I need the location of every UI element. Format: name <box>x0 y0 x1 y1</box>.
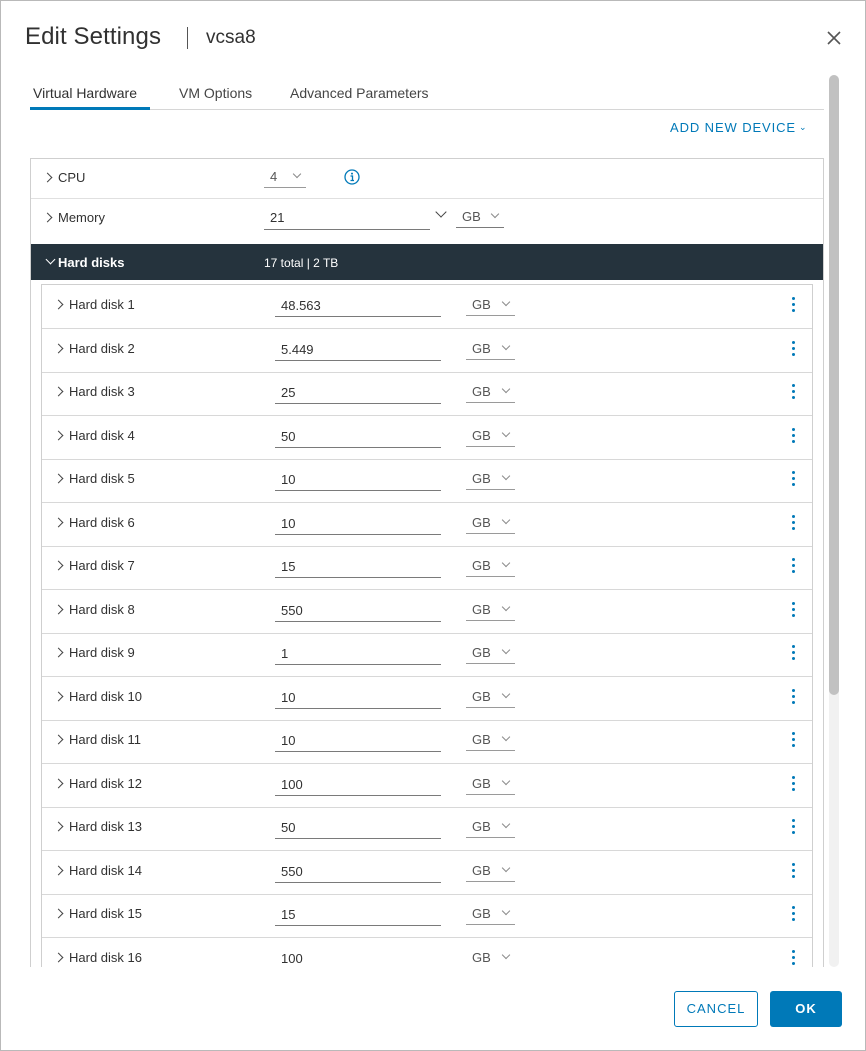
hard-disk-row <box>42 372 812 416</box>
hard-disk-size: 15 <box>281 559 296 574</box>
chevron-down-icon <box>502 298 510 306</box>
more-actions-icon[interactable] <box>790 950 796 967</box>
hard-disk-unit-select[interactable] <box>466 338 515 360</box>
hard-disk-size-input[interactable] <box>275 641 441 665</box>
hard-disk-unit: GB <box>472 341 491 356</box>
cpu-label: CPU <box>58 170 86 185</box>
hard-disk-size-input[interactable] <box>275 293 441 317</box>
hard-disk-unit: GB <box>472 471 491 486</box>
hard-disk-size: 100 <box>281 777 303 792</box>
chevron-down-icon <box>502 951 510 959</box>
chevron-down-icon <box>502 690 510 698</box>
hard-disk-unit: GB <box>472 384 491 399</box>
dialog-title: Edit Settings <box>25 23 162 50</box>
hard-disk-row <box>42 633 812 677</box>
chevron-right-icon[interactable] <box>54 561 64 571</box>
chevron-down-icon <box>502 777 510 785</box>
tab-vm-options[interactable]: VM Options <box>179 85 253 101</box>
hard-disk-unit-select[interactable] <box>466 860 515 882</box>
hard-disk-size: 25 <box>281 385 296 400</box>
hard-disk-list <box>41 284 813 967</box>
hard-disk-size: 50 <box>281 820 296 835</box>
hard-disk-size-input[interactable] <box>275 728 441 752</box>
hard-disk-size-input[interactable] <box>275 859 441 883</box>
hard-disk-size: 10 <box>281 690 296 705</box>
chevron-down-icon <box>502 342 510 350</box>
hardware-list <box>30 158 824 967</box>
more-actions-icon[interactable] <box>790 819 796 837</box>
chevron-right-icon[interactable] <box>54 909 64 919</box>
chevron-down-icon <box>502 820 510 828</box>
info-icon[interactable] <box>344 169 360 185</box>
hard-disk-unit-select[interactable] <box>466 294 515 316</box>
chevron-right-icon[interactable] <box>54 605 64 615</box>
hard-disk-row <box>42 677 812 721</box>
memory-unit-select[interactable] <box>456 206 504 228</box>
hard-disk-label: Hard disk 6 <box>69 515 135 530</box>
hard-disk-label: Hard disk 1 <box>69 297 135 312</box>
more-actions-icon[interactable] <box>790 863 796 881</box>
chevron-right-icon[interactable] <box>54 735 64 745</box>
hard-disk-unit: GB <box>472 689 491 704</box>
hard-disk-unit: GB <box>472 602 491 617</box>
memory-label: Memory <box>58 210 105 225</box>
hard-disks-label: Hard disks <box>58 255 125 270</box>
hard-disk-unit: GB <box>472 558 491 573</box>
more-actions-icon[interactable] <box>790 689 796 707</box>
more-actions-icon[interactable] <box>790 906 796 924</box>
hard-disk-unit-select[interactable] <box>466 468 515 490</box>
hard-disk-unit: GB <box>472 515 491 530</box>
hard-disk-size-input[interactable] <box>275 424 441 448</box>
hard-disk-label: Hard disk 15 <box>69 906 142 921</box>
hard-disk-unit: GB <box>472 863 491 878</box>
chevron-right-icon[interactable] <box>54 866 64 876</box>
hard-disk-size-input[interactable] <box>275 946 441 967</box>
hard-disk-size-input[interactable] <box>275 685 441 709</box>
hard-disks-summary: 17 total | 2 TB <box>264 256 339 270</box>
chevron-right-icon[interactable] <box>54 692 64 702</box>
hard-disk-unit-select[interactable] <box>466 729 515 751</box>
hard-disk-unit-select[interactable] <box>466 555 515 577</box>
hard-disk-unit: GB <box>472 776 491 791</box>
ok-button[interactable]: OK <box>770 991 842 1027</box>
hard-disk-unit-select[interactable] <box>466 425 515 447</box>
chevron-down-icon <box>502 472 510 480</box>
hard-disk-row <box>42 764 812 808</box>
hard-disk-size-input[interactable] <box>275 772 441 796</box>
hard-disk-size-input[interactable] <box>275 902 441 926</box>
chevron-down-icon <box>293 170 301 178</box>
hard-disk-row <box>42 590 812 634</box>
hard-disk-size: 550 <box>281 864 303 879</box>
tab-bar <box>30 85 824 110</box>
hard-disk-unit-select[interactable] <box>466 642 515 664</box>
vertical-scrollbar[interactable] <box>829 75 839 967</box>
hard-disk-unit: GB <box>472 906 491 921</box>
chevron-right-icon[interactable] <box>54 431 64 441</box>
more-actions-icon[interactable] <box>790 645 796 663</box>
hard-disk-size: 550 <box>281 603 303 618</box>
chevron-down-icon <box>502 733 510 741</box>
chevron-right-icon[interactable] <box>54 474 64 484</box>
chevron-down-icon <box>502 864 510 872</box>
hard-disk-unit: GB <box>472 428 491 443</box>
hard-disk-label: Hard disk 2 <box>69 341 135 356</box>
hard-disk-size-input[interactable] <box>275 815 441 839</box>
memory-input[interactable] <box>264 206 430 230</box>
hard-disk-label: Hard disk 8 <box>69 602 135 617</box>
hard-disk-row <box>42 503 812 547</box>
scrollbar-thumb[interactable] <box>829 75 839 695</box>
cpu-row <box>31 159 823 199</box>
chevron-down-icon <box>502 559 510 567</box>
hard-disk-size: 10 <box>281 516 296 531</box>
hard-disk-label: Hard disk 12 <box>69 776 142 791</box>
hard-disk-size: 10 <box>281 733 296 748</box>
hard-disk-size-input[interactable] <box>275 554 441 578</box>
hard-disks-header[interactable] <box>31 244 823 280</box>
hard-disk-row <box>42 459 812 503</box>
hard-disk-row <box>42 894 812 938</box>
chevron-down-icon[interactable] <box>46 255 56 265</box>
hard-disk-label: Hard disk 16 <box>69 950 142 965</box>
chevron-down-icon <box>502 429 510 437</box>
add-new-device-label: ADD NEW DEVICE <box>670 120 797 135</box>
more-actions-icon[interactable] <box>790 776 796 794</box>
hard-disk-unit-select[interactable] <box>466 381 515 403</box>
hard-disk-unit: GB <box>472 645 491 660</box>
hard-disk-size-input[interactable] <box>275 467 441 491</box>
hard-disk-unit-select[interactable] <box>466 947 515 967</box>
chevron-right-icon[interactable] <box>54 300 64 310</box>
chevron-right-icon[interactable] <box>54 648 64 658</box>
chevron-down-icon <box>502 603 510 611</box>
hard-disk-row <box>42 720 812 764</box>
hard-disk-size: 10 <box>281 472 296 487</box>
hard-disk-unit-select[interactable] <box>466 686 515 708</box>
hard-disk-label: Hard disk 14 <box>69 863 142 878</box>
chevron-right-icon[interactable] <box>43 173 53 183</box>
more-actions-icon[interactable] <box>790 602 796 620</box>
close-icon[interactable] <box>824 28 844 48</box>
hard-disk-unit-select[interactable] <box>466 512 515 534</box>
hard-disk-unit: GB <box>472 950 491 965</box>
hard-disk-row <box>42 285 812 329</box>
cpu-select[interactable] <box>264 166 306 188</box>
chevron-down-icon: ⌄ <box>799 122 808 132</box>
hard-disk-unit-select[interactable] <box>466 903 515 925</box>
chevron-right-icon[interactable] <box>43 213 53 223</box>
chevron-down-icon <box>502 907 510 915</box>
chevron-right-icon[interactable] <box>54 822 64 832</box>
hard-disk-size-input[interactable] <box>275 598 441 622</box>
hard-disk-size: 100 <box>281 951 303 966</box>
more-actions-icon[interactable] <box>790 297 796 315</box>
memory-unit: GB <box>462 209 481 224</box>
hard-disk-row <box>42 938 812 967</box>
hard-disk-row <box>42 416 812 460</box>
hard-disk-label: Hard disk 13 <box>69 819 142 834</box>
chevron-right-icon[interactable] <box>54 344 64 354</box>
chevron-down-icon <box>502 646 510 654</box>
hard-disk-row <box>42 329 812 373</box>
hard-disk-unit: GB <box>472 297 491 312</box>
title-separator <box>187 27 188 49</box>
more-actions-icon[interactable] <box>790 515 796 533</box>
hard-disk-size: 1 <box>281 646 289 661</box>
more-actions-icon[interactable] <box>790 732 796 750</box>
chevron-down-icon <box>502 516 510 524</box>
chevron-down-icon <box>491 210 499 218</box>
hard-disk-size-input[interactable] <box>275 511 441 535</box>
hard-disk-row <box>42 807 812 851</box>
hard-disk-size: 5.449 <box>281 342 314 357</box>
more-actions-icon[interactable] <box>790 471 796 489</box>
cancel-button[interactable]: CANCEL <box>674 991 758 1027</box>
hard-disk-unit-select[interactable] <box>466 773 515 795</box>
memory-row <box>31 199 823 244</box>
hard-disk-label: Hard disk 7 <box>69 558 135 573</box>
memory-value: 21 <box>270 210 285 225</box>
hard-disk-unit-select[interactable] <box>466 599 515 621</box>
more-actions-icon[interactable] <box>790 428 796 446</box>
chevron-down-icon[interactable] <box>435 206 446 217</box>
tab-virtual-hardware[interactable]: Virtual Hardware <box>30 85 150 110</box>
hard-disk-unit-select[interactable] <box>466 816 515 838</box>
hard-disk-size: 15 <box>281 907 296 922</box>
more-actions-icon[interactable] <box>790 558 796 576</box>
chevron-right-icon[interactable] <box>54 779 64 789</box>
hard-disk-unit: GB <box>472 732 491 747</box>
cpu-value: 4 <box>270 169 278 184</box>
chevron-right-icon[interactable] <box>54 387 64 397</box>
chevron-right-icon[interactable] <box>54 953 64 963</box>
hard-disk-size-input[interactable] <box>275 337 441 361</box>
tab-advanced-parameters[interactable]: Advanced Parameters <box>290 85 429 101</box>
more-actions-icon[interactable] <box>790 341 796 359</box>
hard-disk-size-input[interactable] <box>275 380 441 404</box>
hard-disk-size: 50 <box>281 429 296 444</box>
hard-disk-size: 48.563 <box>281 298 321 313</box>
vm-name: vcsa8 <box>206 27 256 48</box>
hard-disk-label: Hard disk 10 <box>69 689 142 704</box>
hard-disk-label: Hard disk 5 <box>69 471 135 486</box>
chevron-right-icon[interactable] <box>54 518 64 528</box>
hard-disk-unit: GB <box>472 819 491 834</box>
more-actions-icon[interactable] <box>790 384 796 402</box>
hard-disk-label: Hard disk 9 <box>69 645 135 660</box>
hard-disk-label: Hard disk 3 <box>69 384 135 399</box>
hard-disk-row <box>42 851 812 895</box>
add-new-device-button[interactable] <box>670 120 807 135</box>
chevron-down-icon <box>502 385 510 393</box>
hard-disk-label: Hard disk 11 <box>69 732 142 747</box>
hard-disk-row <box>42 546 812 590</box>
hard-disk-label: Hard disk 4 <box>69 428 135 443</box>
